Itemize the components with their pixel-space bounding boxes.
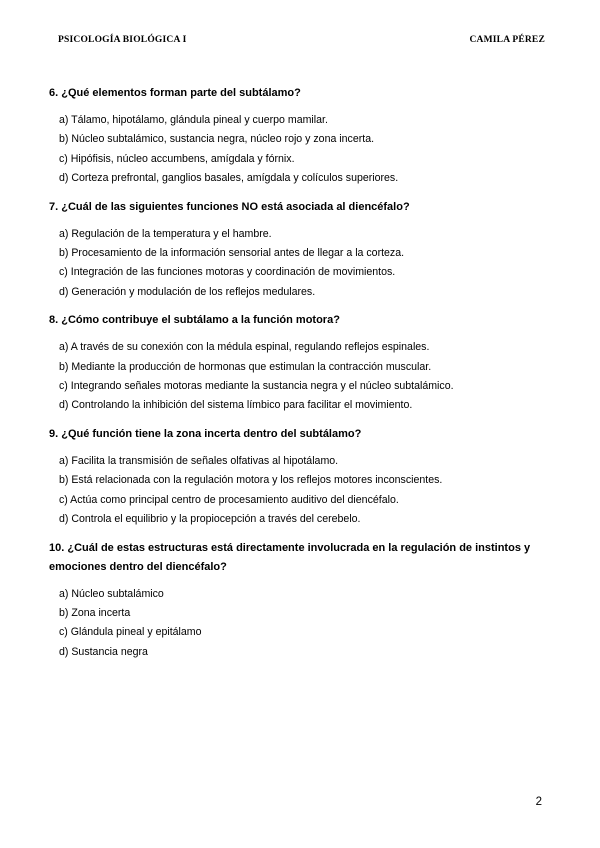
question-6	[49, 84, 550, 189]
option-c: c) Integrando señales motoras mediante la sustancia negra y el núcleo subtalámico.	[59, 380, 454, 393]
page-header	[58, 35, 545, 49]
option-a: a) Regulación de la temperatura y el hambre.	[59, 227, 272, 240]
question-title: 8. ¿Cómo contribuye el subtálamo a la función motora?	[49, 314, 340, 327]
option-a: a) Facilita la transmisión de señales olfativas al hipotálamo.	[59, 454, 339, 467]
option-d: d) Corteza prefrontal, ganglios basales, amígdala y colículos superiores.	[59, 172, 399, 185]
question-title: 7. ¿Cuál de las siguientes funciones NO está asociada al diencéfalo?	[49, 200, 410, 213]
question-10	[49, 539, 550, 663]
option-d: d) Generación y modulación de los reflejos medulares.	[59, 285, 316, 298]
option-c: c) Hipófisis, núcleo accumbens, amígdala y fórnix.	[59, 152, 295, 165]
question-8	[49, 311, 550, 416]
option-a: a) A través de su conexión con la médula espinal, regulando reflejos espinales.	[59, 341, 430, 354]
option-d: d) Sustancia negra	[59, 645, 148, 658]
option-b: b) Mediante la producción de hormonas que estimulan la contracción muscular.	[59, 360, 432, 373]
option-a: a) Tálamo, hipotálamo, glándula pineal y cuerpo mamilar.	[59, 114, 328, 126]
option-b: b) Zona incerta	[59, 606, 131, 619]
question-title: 9. ¿Qué función tiene la zona incerta dentro del subtálamo?	[49, 427, 362, 440]
option-b: b) Está relacionada con la regulación motora y los reflejos motores inconscientes.	[59, 474, 443, 487]
option-d: d) Controlando la inhibición del sistema límbico para facilitar el movimiento.	[59, 399, 413, 412]
option-b: b) Procesamiento de la información sensorial antes de llegar a la corteza.	[59, 247, 405, 260]
author-name: CAMILA PÉREZ	[469, 35, 545, 45]
option-a: a) Núcleo subtalámico	[59, 587, 164, 600]
question-9	[49, 425, 550, 530]
question-title: 6. ¿Qué elementos forman parte del subtálamo?	[49, 87, 301, 99]
option-d: d) Controla el equilibrio y la propiocepción a través del cerebelo.	[59, 513, 361, 526]
option-c: c) Integración de las funciones motoras y coordinación de movimientos.	[59, 266, 396, 279]
course-title: PSICOLOGÍA BIOLÓGICA I	[58, 35, 187, 45]
question-7	[49, 198, 550, 303]
question-list	[49, 84, 550, 671]
option-c: c) Actúa como principal centro de procesamiento auditivo del diencéfalo.	[59, 493, 399, 506]
option-b: b) Núcleo subtalámico, sustancia negra, núcleo rojo y zona incerta.	[59, 133, 375, 146]
option-c: c) Glándula pineal y epitálamo	[59, 626, 202, 639]
question-title: 10. ¿Cuál de estas estructuras está directamente involucrada en la regulación de instintos y emociones dentro del diencéfalo?	[49, 541, 531, 573]
page-number: 2	[535, 796, 542, 808]
